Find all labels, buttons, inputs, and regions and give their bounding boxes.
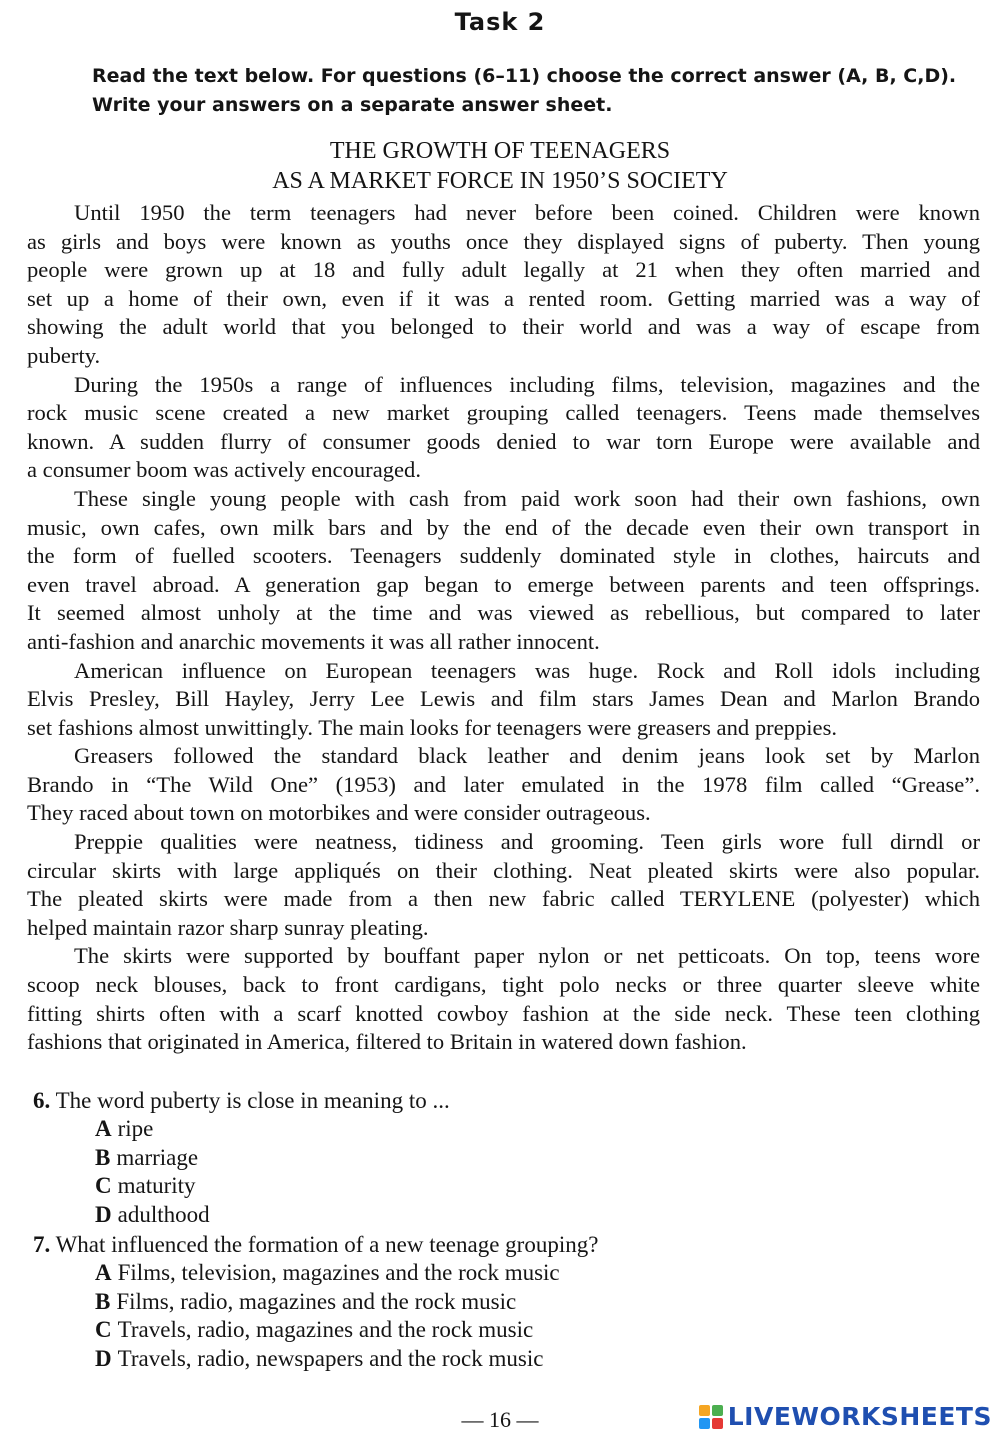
article-title bbox=[0, 136, 1000, 196]
option-text: Travels, radio, newspapers and the rock music bbox=[117, 1345, 544, 1371]
task-instructions bbox=[92, 62, 992, 120]
watermark-text: LIVEWORKSHEETS bbox=[727, 1402, 992, 1431]
answer-option[interactable] bbox=[33, 1259, 598, 1287]
option-letter: D bbox=[95, 1345, 112, 1371]
option-text: adulthood bbox=[117, 1201, 210, 1227]
text-line: Elvis Presley, Bill Hayley, Jerry Lee Lewis and film stars James Dean and Marlon Brando bbox=[27, 686, 980, 712]
question-number: 6. bbox=[33, 1088, 51, 1113]
text-line: rock music scene created a new market grouping called teenagers. Teens made themselves bbox=[27, 400, 980, 426]
option-letter: B bbox=[95, 1144, 111, 1170]
text-line: Until 1950 the term teenagers had never before been coined. Children were known bbox=[74, 200, 980, 225]
question-number: 7. bbox=[33, 1232, 51, 1258]
question-stem bbox=[33, 1087, 598, 1115]
text-line: a consumer boom was actively encouraged. bbox=[27, 457, 421, 483]
article-paragraph bbox=[27, 828, 980, 942]
option-letter: C bbox=[95, 1317, 112, 1343]
text-line: The skirts were supported by bouffant paper nylon or net petticoats. On top, teens wore bbox=[74, 943, 980, 969]
article-paragraph bbox=[27, 485, 980, 657]
text-line: music, own cafes, own milk bars and by the end of the decade even their own transport in bbox=[27, 514, 980, 540]
question-text: What influenced the formation of a new teenage grouping? bbox=[55, 1232, 599, 1258]
text-line: These single young people with cash from paid work soon had their own fashions, own bbox=[74, 485, 980, 511]
option-text: Films, television, magazines and the rock music bbox=[117, 1260, 560, 1286]
liveworksheets-watermark bbox=[698, 1402, 992, 1431]
text-line: scoop neck blouses, back to front cardigans, tight polo necks or three quarter sleeve white bbox=[27, 972, 980, 998]
answer-option[interactable] bbox=[33, 1345, 598, 1373]
text-line: known. A sudden flurry of consumer goods denied to war torn Europe were available and bbox=[27, 428, 980, 454]
text-line: fashions that originated in America, filtered to Britain in watered down fashion. bbox=[27, 1029, 747, 1055]
task-title: Task 2 bbox=[454, 8, 546, 36]
article-paragraph bbox=[27, 371, 980, 485]
article-paragraph bbox=[27, 942, 980, 1056]
article-paragraph bbox=[27, 742, 980, 828]
question-7 bbox=[33, 1231, 598, 1373]
question-6 bbox=[33, 1087, 598, 1229]
text-line: anti-fashion and anarchic movements it was all rather innocent. bbox=[27, 628, 600, 654]
question-stem bbox=[33, 1231, 598, 1259]
option-letter: B bbox=[95, 1288, 111, 1314]
instruction-line: Read the text below. For questions (6–11) choose the correct answer (A, B, C,D). bbox=[92, 65, 957, 87]
text-line: showing the adult world that you belonged to their world and was a way of escape from bbox=[27, 314, 980, 340]
option-letter: A bbox=[95, 1260, 112, 1286]
text-line: circular skirts with large appliqués on their clothing. Neat pleated skirts were also popular. bbox=[27, 857, 980, 883]
text-line: It seemed almost unholy at the time and was viewed as rebellious, but compared to later bbox=[27, 600, 980, 626]
text-line: as girls and boys were known as youths once they displayed signs of puberty. Then young bbox=[27, 228, 980, 254]
article-body bbox=[27, 199, 980, 1057]
option-letter: C bbox=[95, 1173, 112, 1199]
text-line: During the 1950s a range of influences including films, television, magazines and the bbox=[74, 371, 980, 397]
questions-section bbox=[33, 1087, 598, 1375]
answer-option[interactable] bbox=[33, 1201, 598, 1229]
text-line: puberty. bbox=[27, 342, 101, 368]
option-text: ripe bbox=[117, 1116, 154, 1142]
text-line: Preppie qualities were neatness, tidiness and grooming. Teen girls wore full dirndl or bbox=[74, 829, 980, 855]
text-line: people were grown up at 18 and fully adult legally at 21 when they often married and bbox=[27, 257, 980, 283]
text-line: set fashions almost unwittingly. The main looks for teenagers were greasers and preppies. bbox=[27, 714, 838, 740]
instruction-line: Write your answers on a separate answer sheet. bbox=[92, 94, 613, 116]
article-title-line: AS A MARKET FORCE IN 1950’S SOCIETY bbox=[272, 168, 728, 194]
answer-option[interactable] bbox=[33, 1172, 598, 1200]
text-line: even travel abroad. A generation gap began to emerge between parents and teen offsprings. bbox=[27, 571, 980, 597]
option-letter: A bbox=[95, 1116, 112, 1142]
liveworksheets-logo-icon bbox=[698, 1404, 724, 1430]
answer-option[interactable] bbox=[33, 1144, 598, 1172]
text-line: The pleated skirts were made from a then new fabric called TERYLENE (polyester) which bbox=[27, 886, 980, 912]
text-line: American influence on European teenagers was huge. Rock and Roll idols including bbox=[74, 657, 980, 683]
text-line: the form of fuelled scooters. Teenagers suddenly dominated style in clothes, haircuts and bbox=[27, 543, 980, 569]
text-line: set up a home of their own, even if it was a rented room. Getting married was a way of bbox=[27, 285, 980, 311]
text-line: fitting shirts often with a scarf knotted cowboy fashion at the side neck. These teen clothing bbox=[27, 1000, 980, 1026]
text-line: Brando in “The Wild One” (1953) and later emulated in the 1978 film called “Grease”. bbox=[27, 771, 980, 797]
text-line: They raced about town on motorbikes and were consider outrageous. bbox=[27, 800, 651, 826]
option-text: Films, radio, magazines and the rock music bbox=[116, 1288, 517, 1314]
answer-option[interactable] bbox=[33, 1288, 598, 1316]
text-line: helped maintain razor sharp sunray pleating. bbox=[27, 914, 429, 940]
article-paragraph bbox=[27, 199, 980, 371]
option-text: Travels, radio, magazines and the rock music bbox=[117, 1317, 534, 1343]
question-text: The word puberty is close in meaning to ... bbox=[55, 1088, 450, 1113]
answer-option[interactable] bbox=[33, 1316, 598, 1344]
answer-option[interactable] bbox=[33, 1115, 598, 1143]
page-number: — 16 — bbox=[461, 1407, 539, 1432]
option-letter: D bbox=[95, 1201, 112, 1227]
option-text: marriage bbox=[116, 1144, 199, 1170]
article-paragraph bbox=[27, 657, 980, 743]
text-line: Greasers followed the standard black leather and denim jeans look set by Marlon bbox=[74, 743, 980, 769]
article-title-line: THE GROWTH OF TEENAGERS bbox=[329, 138, 671, 164]
option-text: maturity bbox=[117, 1173, 196, 1199]
